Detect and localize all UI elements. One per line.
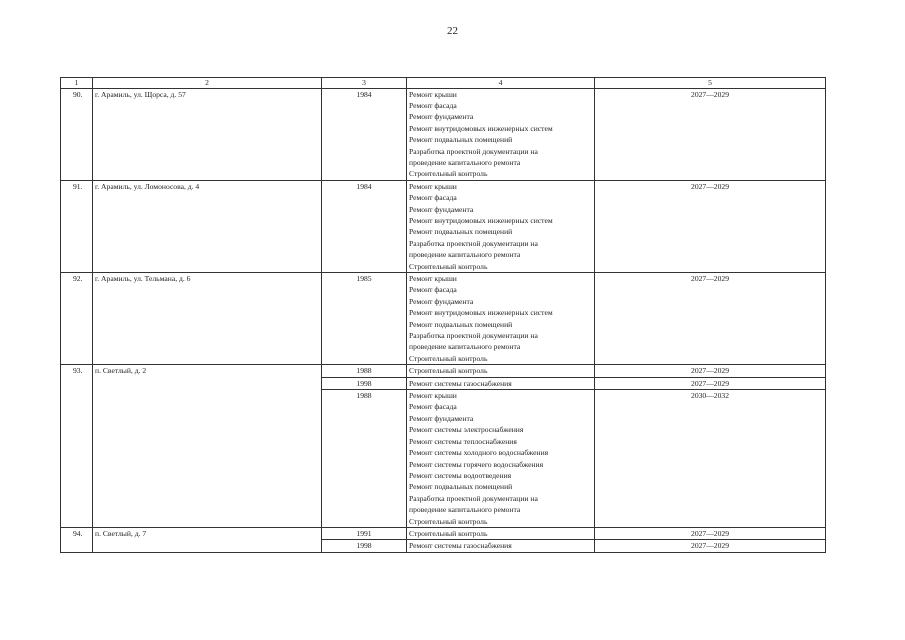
work-item: Разработка проектной документации на — [409, 493, 538, 503]
row-year: 1991 — [322, 527, 407, 539]
column-header-4: 4 — [407, 78, 595, 89]
row-period: 2027—2029 — [595, 180, 826, 272]
row-number: 90. — [61, 88, 93, 180]
work-item: Ремонт фасада — [409, 100, 457, 110]
row-period: 2027—2029 — [595, 377, 826, 389]
work-item: проведение капитального ремонта — [409, 250, 521, 260]
table-header-row — [61, 78, 826, 89]
column-header-5: 5 — [595, 78, 826, 89]
page-number: 22 — [447, 25, 458, 37]
column-header-1: 1 — [61, 78, 93, 89]
row-works — [407, 273, 595, 365]
row-year: 1984 — [322, 180, 407, 272]
row-year: 1988 — [322, 365, 407, 377]
work-item: Ремонт фундамента — [409, 112, 474, 122]
work-item: Строительный контроль — [409, 169, 488, 179]
work-item: Ремонт системы горячего водоснабжения — [409, 459, 544, 469]
table-row — [61, 88, 826, 180]
work-item: Ремонт системы холодного водоснабжения — [409, 448, 549, 458]
work-item: Ремонт крыши — [409, 274, 457, 283]
table-row — [61, 273, 826, 365]
work-item: проведение капитального ремонта — [409, 342, 521, 352]
row-period: 2027—2029 — [595, 273, 826, 365]
work-item: Ремонт фундамента — [409, 296, 474, 306]
work-item: Ремонт системы теплоснабжения — [409, 436, 517, 446]
table-row — [61, 365, 826, 377]
table-row — [61, 180, 826, 272]
work-item: Ремонт внутридомовых инженерных систем — [409, 215, 553, 225]
table-row — [61, 527, 826, 539]
row-year: 1985 — [322, 273, 407, 365]
work-item: Строительный контроль — [409, 366, 488, 376]
work-item: Ремонт фундамента — [409, 204, 474, 214]
work-item: Ремонт подвальных помещений — [409, 227, 513, 237]
row-period: 2027—2029 — [595, 88, 826, 180]
work-item: Ремонт подвальных помещений — [409, 135, 513, 145]
row-year: 1984 — [322, 88, 407, 180]
work-item: Ремонт фасада — [409, 285, 457, 295]
row-period: 2027—2029 — [595, 527, 826, 539]
row-works — [407, 390, 595, 528]
row-works — [407, 527, 595, 539]
row-period: 2027—2029 — [595, 365, 826, 377]
work-item: Ремонт фасада — [409, 402, 457, 412]
row-number: 92. — [61, 273, 93, 365]
row-year: 1998 — [322, 377, 407, 389]
work-item: Ремонт системы водоотведения — [409, 470, 512, 480]
row-address: г. Арамиль, ул. Щорса, д. 57 — [93, 88, 322, 180]
capital-repair-table — [60, 77, 826, 553]
work-item: Ремонт крыши — [409, 181, 457, 191]
row-year: 1988 — [322, 390, 407, 528]
row-year: 1998 — [322, 540, 407, 552]
row-number: 91. — [61, 180, 93, 272]
work-item: Ремонт системы электроснабжения — [409, 425, 524, 435]
work-item: Ремонт внутридомовых инженерных систем — [409, 123, 553, 133]
row-works — [407, 88, 595, 180]
work-item: Ремонт подвальных помещений — [409, 319, 513, 329]
work-item: Ремонт подвальных помещений — [409, 482, 513, 492]
row-works — [407, 180, 595, 272]
column-header-2: 2 — [93, 78, 322, 89]
work-item: проведение капитального ремонта — [409, 505, 521, 515]
row-address: п. Светлый, д. 7 — [93, 527, 322, 552]
work-item: Разработка проектной документации на — [409, 331, 538, 341]
row-works — [407, 377, 595, 389]
row-period: 2030—2032 — [595, 390, 826, 528]
row-address: п. Светлый, д. 2 — [93, 365, 322, 528]
row-period: 2027—2029 — [595, 540, 826, 552]
column-header-3: 3 — [322, 78, 407, 89]
row-works — [407, 540, 595, 552]
work-item: Ремонт внутридомовых инженерных систем — [409, 308, 553, 318]
row-address: г. Арамиль, ул. Ломоносова, д. 4 — [93, 180, 322, 272]
work-item: Разработка проектной документации на — [409, 146, 538, 156]
work-item: Разработка проектной документации на — [409, 238, 538, 248]
work-item: Ремонт крыши — [409, 89, 457, 99]
work-item: Ремонт системы газоснабжения — [409, 378, 512, 388]
work-item: Строительный контроль — [409, 528, 488, 538]
work-item: Ремонт фундамента — [409, 413, 474, 423]
work-item: Ремонт крыши — [409, 391, 457, 401]
row-address: г. Арамиль, ул. Тельмана, д. 6 — [93, 273, 322, 365]
work-item: Строительный контроль — [409, 261, 488, 271]
work-item: Ремонт системы газоснабжения — [409, 541, 512, 551]
work-item: проведение капитального ремонта — [409, 157, 521, 167]
work-item: Строительный контроль — [409, 516, 488, 526]
work-item: Ремонт фасада — [409, 193, 457, 203]
work-item: Строительный контроль — [409, 353, 488, 363]
row-number: 93. — [61, 365, 93, 528]
row-number: 94. — [61, 527, 93, 552]
row-works — [407, 365, 595, 377]
